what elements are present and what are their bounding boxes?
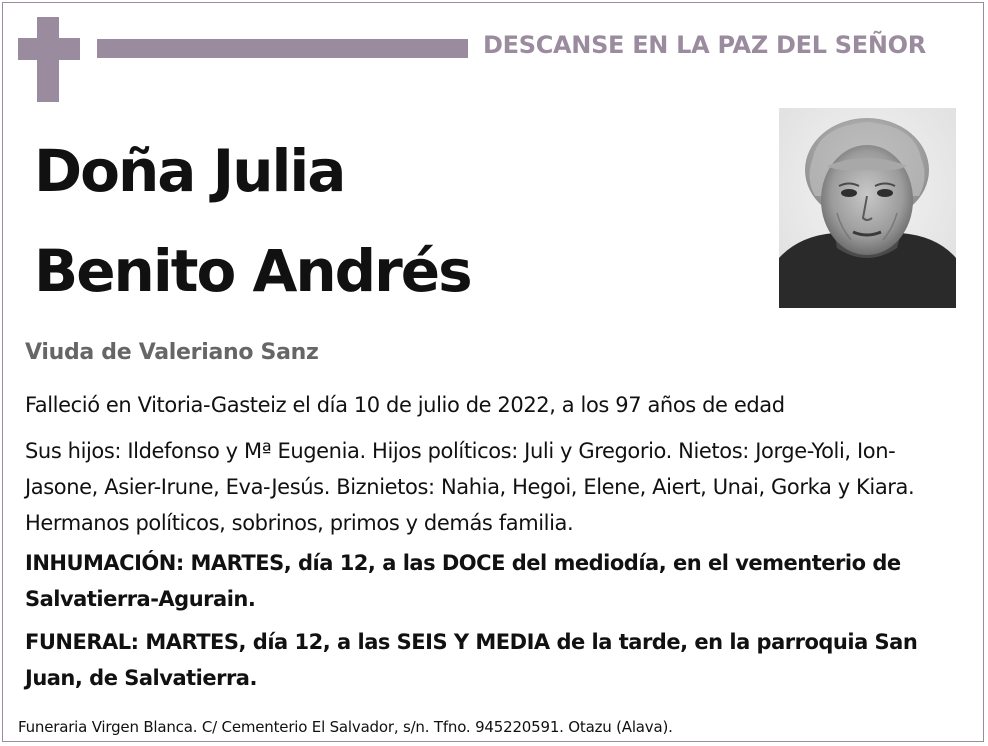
burial-details: INHUMACIÓN: MARTES, día 12, a las DOCE del mediodía, en el vementerio de Salvatierra-Agurain. xyxy=(25,551,901,611)
funeral-details: FUNERAL: MARTES, día 12, a las SEIS Y MEDIA de la tarde, en la parroquia San Juan, de Salvatierra. xyxy=(25,630,918,690)
header-rule xyxy=(97,39,468,58)
deceased-subtitle: Viuda de Valeriano Sanz xyxy=(25,340,319,365)
deceased-name-line1: Doña Julia xyxy=(34,137,345,205)
portrait-illustration xyxy=(779,108,956,308)
death-notice: Falleció en Vitoria-Gasteiz el día 10 de julio de 2022, a los 97 años de edad xyxy=(25,393,785,417)
header-tagline: DESCANSE EN LA PAZ DEL SEÑOR xyxy=(483,31,926,59)
portrait-photo xyxy=(779,108,956,308)
family-list: Sus hijos: Ildefonso y Mª Eugenia. Hijos políticos: Juli y Gregorio. Nietos: Jorge-Yoli, Ion-Jasone, Asier-Irune, Eva-Jesús. Biznietos: Nahia, Hegoi, Elene, Aiert, Unai, Gorka y Kiara. Hermanos políticos, sobrinos, primos y demás familia. xyxy=(25,439,915,535)
deceased-name-line2: Benito Andrés xyxy=(34,237,471,305)
funeral-home-footer: Funeraria Virgen Blanca. C/ Cementerio El Salvador, s/n. Tfno. 945220591. Otazu (Alava). xyxy=(18,718,673,736)
cross-horizontal-bar xyxy=(18,38,80,60)
